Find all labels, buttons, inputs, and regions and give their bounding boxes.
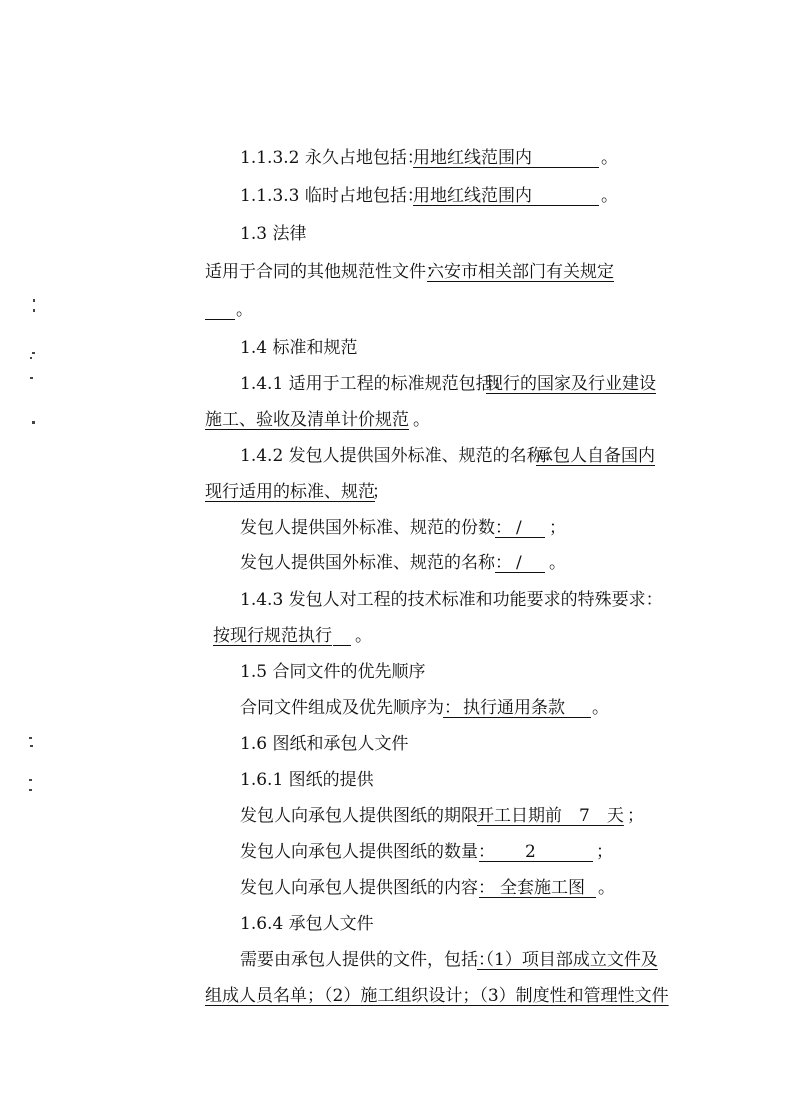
clause-end: ； [627, 806, 644, 826]
clause-label: 适用于合同的其他规范性文件： [205, 262, 443, 282]
section-heading: 1.3 法律 [240, 224, 307, 244]
clause-end: 。 [598, 878, 615, 898]
scan-speck [32, 421, 35, 424]
clause-value: / [516, 553, 522, 573]
clause-label: 发包人提供国外标准、规范的名称： [240, 553, 512, 573]
clause-value: 组成人员名单；（2）施工组织设计；（3）制度性和管理性文件 [205, 986, 669, 1006]
blank-underline [531, 204, 599, 206]
clause-value: 施工、验收及清单计价规范 [205, 410, 409, 430]
section-heading: 1.6 图纸和承包人文件 [240, 734, 409, 754]
clause-end: 。 [355, 626, 372, 646]
clause-label: 发包人向承包人提供图纸的内容： [240, 878, 495, 898]
section-heading: 1.5 合同文件的优先顺序 [240, 662, 426, 682]
clause-label: 1.1.3.2 永久占地包括： [240, 148, 424, 168]
clause-label: 发包人向承包人提供图纸的期限： [240, 806, 495, 826]
clause-value: 全套施工图 [500, 878, 585, 898]
clause-value: 六安市相关部门有关规定 [427, 262, 614, 282]
scan-speck [30, 357, 32, 359]
blank-underline [531, 166, 599, 168]
section-heading: 1.6.4 承包人文件 [240, 914, 374, 934]
clause-value: 现行的国家及行业建设 [486, 374, 656, 394]
scan-speck [33, 299, 35, 302]
scan-speck [32, 352, 35, 354]
clause-end: ； [596, 842, 613, 862]
clause-label: 1.4.2 发包人提供国外标准、规范的名称： [240, 446, 561, 466]
clause-label: 需要由承包人提供的文件，包括： [240, 950, 495, 970]
clause-label: 发包人提供国外标准、规范的份数： [240, 518, 512, 538]
scan-speck [29, 779, 32, 781]
blank-underline [333, 644, 351, 646]
clause-value: 执行通用条款 [463, 698, 565, 718]
clause-label: 合同文件组成及优先顺序为： [240, 698, 461, 718]
clause-end: 。 [601, 186, 618, 206]
section-heading: 1.6.1 图纸的提供 [240, 770, 374, 790]
blank-underline [479, 860, 593, 862]
clause-label: 1.4.3 发包人对工程的技术标准和功能要求的特殊要求： [240, 590, 663, 610]
clause-end: 。 [413, 410, 430, 430]
blank-underline [205, 318, 235, 320]
clause-label: 发包人向承包人提供图纸的数量： [240, 842, 495, 862]
clause-value: （1）项目部成立文件及 [477, 950, 658, 970]
clause-label: 1.4.1 适用于工程的标准规范包括： [240, 374, 510, 394]
scan-speck [30, 745, 33, 747]
scan-speck [30, 377, 33, 379]
scan-speck [29, 789, 32, 791]
clause-value: / [516, 518, 522, 538]
clause-end: ； [549, 518, 566, 538]
clause-value: 开工日期前 7 天 [477, 806, 624, 826]
section-heading: 1.4 标准和规范 [240, 338, 358, 358]
clause-value: 承包人自备国内 [536, 446, 655, 466]
clause-value: 用地红线范围内 [413, 186, 532, 206]
clause-label: 1.1.3.3 临时占地包括： [240, 186, 424, 206]
clause-end: 。 [601, 148, 618, 168]
clause-end: 。 [236, 300, 253, 320]
clause-end: 。 [592, 698, 609, 718]
clause-end: ； [372, 482, 389, 502]
clause-value: 用地红线范围内 [413, 148, 532, 168]
clause-end: 。 [549, 553, 566, 573]
scan-speck [29, 737, 32, 739]
clause-value: 2 [525, 842, 536, 862]
scan-speck [33, 309, 35, 312]
clause-value: 按现行规范执行 [213, 626, 332, 646]
clause-value: 现行适用的标准、规范 [205, 482, 375, 502]
